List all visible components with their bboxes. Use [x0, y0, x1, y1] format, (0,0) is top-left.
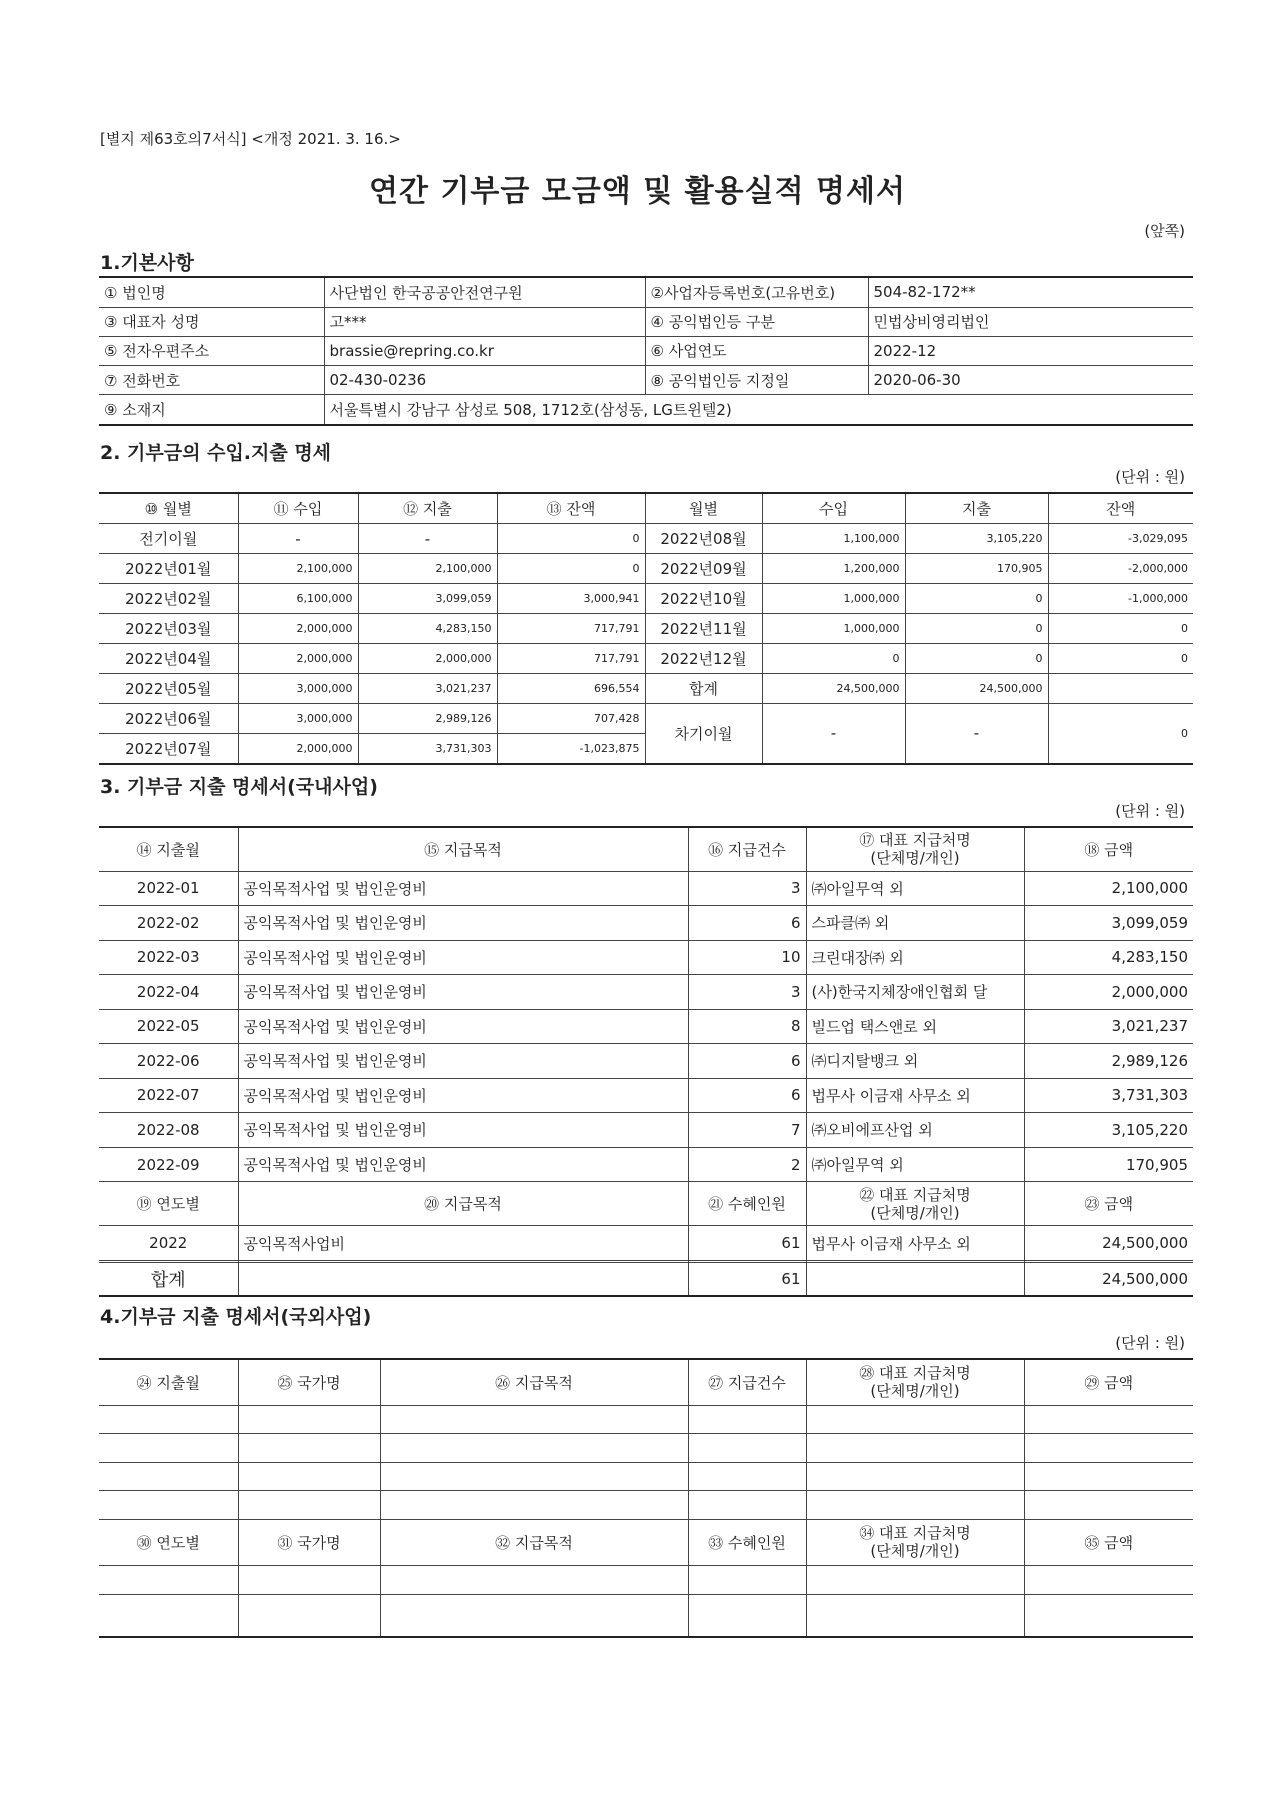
header-expense: ⑫ 지출 [358, 493, 497, 524]
purpose-cell: 공익목적사업 및 법인운영비 [238, 906, 688, 941]
header-month: ⑩ 월별 [99, 493, 238, 524]
business-number-value: 504-82-172** [868, 277, 1193, 307]
recipient-cell: 법무사 이금재 사무소 외 [806, 1078, 1024, 1113]
amount-cell: 170,905 [1024, 1147, 1193, 1182]
address-value: 서울특별시 강남구 삼성로 508, 1712호(삼성동, LG트윈텔2) [324, 395, 1193, 425]
header-recipient [806, 1519, 1024, 1565]
header-income-2: 수입 [762, 493, 905, 524]
table-row [99, 975, 1193, 1010]
header-beneficiaries: ㉝ 수혜인원 [688, 1519, 806, 1565]
empty-cell [238, 1491, 380, 1520]
carry-forward-income: - [762, 703, 905, 764]
header-recipient-line2: (단체명/개인) [870, 1203, 960, 1222]
header-expense-2: 지출 [905, 493, 1048, 524]
month-cell: 2022-09 [99, 1147, 238, 1182]
header-purpose: ㉖ 지급목적 [380, 1359, 688, 1405]
recipient-cell: (사)한국지체장애인협회 달 [806, 975, 1024, 1010]
table-row [99, 584, 1193, 614]
header-expense-month: ㉔ 지출월 [99, 1359, 238, 1405]
expense-cell: 2,100,000 [358, 554, 497, 584]
table-row [99, 336, 1193, 365]
header-country: ㉛ 국가명 [238, 1519, 380, 1565]
total-beneficiaries: 61 [688, 1262, 806, 1296]
unit-label: (단위 : 원) [1115, 1334, 1185, 1352]
table-row [99, 1147, 1193, 1182]
count-cell: 3 [688, 871, 806, 906]
recipient-cell: 빌드업 택스앤로 외 [806, 1009, 1024, 1044]
expense-cell: 170,905 [905, 554, 1048, 584]
month-cell: 2022-08 [99, 1113, 238, 1148]
empty-cell [380, 1434, 688, 1463]
total-label: 합계 [645, 673, 762, 703]
total-amount: 24,500,000 [1024, 1262, 1193, 1296]
balance-cell: 0 [497, 554, 645, 584]
header-count: ⑯ 지급건수 [688, 827, 806, 871]
income-cell: - [238, 524, 358, 554]
count-cell: 3 [688, 975, 806, 1010]
empty-cell [688, 1565, 806, 1594]
month-cell: 2022년12월 [645, 643, 762, 673]
email-label: ⑤ 전자우편주소 [99, 336, 324, 365]
empty-cell [238, 1462, 380, 1491]
section-4-heading: 4.기부금 지출 명세서(국외사업) [100, 1306, 372, 1328]
phone-value: 02-430-0236 [324, 366, 645, 395]
month-cell: 2022-01 [99, 871, 238, 906]
balance-cell: 0 [1048, 643, 1193, 673]
section-3-heading: 3. 기부금 지출 명세서(국내사업) [100, 776, 378, 798]
empty-cell [688, 1434, 806, 1463]
empty-cell [1024, 1491, 1193, 1520]
empty-cell [99, 1405, 238, 1434]
count-cell: 6 [688, 1044, 806, 1079]
header-recipient-line1: ⑰ 대표 지급처명 [859, 831, 971, 850]
balance-cell: 707,428 [497, 703, 645, 733]
empty-cell [1024, 1462, 1193, 1491]
purpose-cell: 공익목적사업 및 법인운영비 [238, 871, 688, 906]
header-recipient-line2: (단체명/개인) [870, 1382, 960, 1401]
header-amount: ⑱ 금액 [1024, 827, 1193, 871]
month-cell: 2022년02월 [99, 584, 238, 614]
empty-cell [380, 1462, 688, 1491]
count-cell: 6 [688, 1078, 806, 1113]
table-header-row [99, 827, 1193, 871]
header-amount: ㉓ 금액 [1024, 1182, 1193, 1226]
month-cell: 2022년08월 [645, 524, 762, 554]
total-label: 합계 [99, 1262, 238, 1296]
income-cell: 2,000,000 [238, 733, 358, 764]
header-recipient-line2: (단체명/개인) [870, 849, 960, 868]
empty-cell [806, 1491, 1024, 1520]
corp-type-value: 민법상비영리법인 [868, 307, 1193, 336]
header-year: ⑲ 연도별 [99, 1182, 238, 1226]
table-row [99, 277, 1193, 307]
header-income: ⑪ 수입 [238, 493, 358, 524]
total-income: 24,500,000 [762, 673, 905, 703]
month-cell: 2022년11월 [645, 614, 762, 644]
balance-cell: 717,791 [497, 643, 645, 673]
amount-cell: 3,731,303 [1024, 1078, 1193, 1113]
empty-cell [99, 1594, 238, 1637]
header-expense-month: ⑭ 지출월 [99, 827, 238, 871]
business-number-label: ②사업자등록번호(고유번호) [645, 277, 868, 307]
month-cell: 2022년05월 [99, 673, 238, 703]
expense-cell: 3,021,237 [358, 673, 497, 703]
expense-cell: 0 [905, 584, 1048, 614]
header-purpose: ㉜ 지급목적 [380, 1519, 688, 1565]
table-row [99, 1044, 1193, 1079]
empty-cell [380, 1491, 688, 1520]
purpose-cell: 공익목적사업 및 법인운영비 [238, 975, 688, 1010]
balance-cell: 0 [497, 524, 645, 554]
header-recipient-line1: ㉞ 대표 지급처명 [859, 1524, 971, 1543]
fiscal-year-label: ⑥ 사업연도 [645, 336, 868, 365]
header-purpose: ⑮ 지급목적 [238, 827, 688, 871]
month-cell: 2022-06 [99, 1044, 238, 1079]
header-beneficiaries: ㉑ 수혜인원 [688, 1182, 806, 1226]
purpose-cell: 공익목적사업 및 법인운영비 [238, 1147, 688, 1182]
income-cell: 2,000,000 [238, 643, 358, 673]
header-country: ㉕ 국가명 [238, 1359, 380, 1405]
month-cell: 2022년01월 [99, 554, 238, 584]
empty-cell [688, 1594, 806, 1637]
purpose-cell: 공익목적사업비 [238, 1226, 688, 1261]
month-cell: 2022년07월 [99, 733, 238, 764]
income-expense-table [99, 492, 1193, 765]
representative-value: 고*** [324, 307, 645, 336]
amount-cell: 3,099,059 [1024, 906, 1193, 941]
table-row [99, 524, 1193, 554]
month-cell: 2022년03월 [99, 614, 238, 644]
table-row [99, 673, 1193, 703]
header-recipient [806, 827, 1024, 871]
table-row [99, 1405, 1193, 1434]
empty-cell [99, 1565, 238, 1594]
table-row [99, 1462, 1193, 1491]
empty-cell [1024, 1565, 1193, 1594]
carry-forward-expense: - [905, 703, 1048, 764]
recipient-cell: ㈜아일무역 외 [806, 1147, 1024, 1182]
purpose-cell: 공익목적사업 및 법인운영비 [238, 940, 688, 975]
header-recipient-line1: ㉒ 대표 지급처명 [859, 1185, 971, 1204]
balance-cell: -1,000,000 [1048, 584, 1193, 614]
table-row [99, 643, 1193, 673]
domestic-expense-table [99, 826, 1193, 1297]
table-row [99, 906, 1193, 941]
empty-cell [806, 1565, 1024, 1594]
balance-cell: -1,023,875 [497, 733, 645, 764]
recipient-cell: ㈜오비에프산업 외 [806, 1113, 1024, 1148]
purpose-cell: 공익목적사업 및 법인운영비 [238, 1009, 688, 1044]
table-header-row [99, 1182, 1193, 1226]
designation-date-label: ⑧ 공익법인등 지정일 [645, 366, 868, 395]
empty-cell [1024, 1594, 1193, 1637]
carry-forward-label: 차기이월 [645, 703, 762, 764]
table-header-row [99, 1359, 1193, 1405]
income-cell: 3,000,000 [238, 703, 358, 733]
empty-cell [1024, 1434, 1193, 1463]
table-row [99, 307, 1193, 336]
table-row [99, 1434, 1193, 1463]
expense-cell: 2,989,126 [358, 703, 497, 733]
amount-cell: 2,100,000 [1024, 871, 1193, 906]
count-cell: 2 [688, 1147, 806, 1182]
table-row [99, 871, 1193, 906]
table-row [99, 1594, 1193, 1637]
overseas-expense-table [99, 1358, 1193, 1638]
month-cell: 전기이월 [99, 524, 238, 554]
header-recipient-line2: (단체명/개인) [870, 1542, 960, 1561]
month-cell: 2022-03 [99, 940, 238, 975]
empty-cell [238, 1594, 380, 1637]
amount-cell: 2,000,000 [1024, 975, 1193, 1010]
form-reference: [별지 제63호의7서식] <개정 2021. 3. 16.> [100, 130, 401, 148]
header-balance: ⑬ 잔액 [497, 493, 645, 524]
table-row [99, 1009, 1193, 1044]
income-cell: 2,100,000 [238, 554, 358, 584]
empty-cell [238, 1405, 380, 1434]
empty-cell [688, 1462, 806, 1491]
expense-cell: - [358, 524, 497, 554]
balance-cell: -3,029,095 [1048, 524, 1193, 554]
section-1-heading: 1.기본사항 [100, 252, 194, 274]
income-cell: 1,000,000 [762, 584, 905, 614]
expense-cell: 4,283,150 [358, 614, 497, 644]
empty-cell [688, 1405, 806, 1434]
income-cell: 6,100,000 [238, 584, 358, 614]
empty-cell [806, 1262, 1024, 1296]
table-row [99, 614, 1193, 644]
empty-cell [806, 1434, 1024, 1463]
header-year: ㉚ 연도별 [99, 1519, 238, 1565]
unit-label: (단위 : 원) [1115, 468, 1185, 486]
balance-cell: 0 [1048, 614, 1193, 644]
recipient-cell: 스파클㈜ 외 [806, 906, 1024, 941]
amount-cell: 24,500,000 [1024, 1226, 1193, 1261]
purpose-cell: 공익목적사업 및 법인운영비 [238, 1113, 688, 1148]
table-row [99, 1491, 1193, 1520]
empty-cell [99, 1434, 238, 1463]
income-cell: 1,200,000 [762, 554, 905, 584]
empty-cell [806, 1462, 1024, 1491]
phone-label: ⑦ 전화번호 [99, 366, 324, 395]
total-balance [1048, 673, 1193, 703]
count-cell: 10 [688, 940, 806, 975]
empty-cell [99, 1462, 238, 1491]
header-amount: ㉙ 금액 [1024, 1359, 1193, 1405]
amount-cell: 3,105,220 [1024, 1113, 1193, 1148]
table-header-row [99, 493, 1193, 524]
month-cell: 2022년06월 [99, 703, 238, 733]
designation-date-value: 2020-06-30 [868, 366, 1193, 395]
representative-label: ③ 대표자 성명 [99, 307, 324, 336]
table-row [99, 1565, 1193, 1594]
recipient-cell: 법무사 이금재 사무소 외 [806, 1226, 1024, 1261]
unit-label: (단위 : 원) [1115, 802, 1185, 820]
month-cell: 2022-02 [99, 906, 238, 941]
fiscal-year-value: 2022-12 [868, 336, 1193, 365]
header-recipient [806, 1182, 1024, 1226]
document-title: 연간 기부금 모금액 및 활용실적 명세서 [369, 174, 906, 209]
empty-cell [806, 1405, 1024, 1434]
expense-cell: 0 [905, 614, 1048, 644]
month-cell: 2022년10월 [645, 584, 762, 614]
expense-cell: 3,105,220 [905, 524, 1048, 554]
empty-cell [238, 1434, 380, 1463]
empty-cell [238, 1565, 380, 1594]
amount-cell: 3,021,237 [1024, 1009, 1193, 1044]
purpose-cell: 공익목적사업 및 법인운영비 [238, 1078, 688, 1113]
header-purpose: ⑳ 지급목적 [238, 1182, 688, 1226]
header-recipient [806, 1359, 1024, 1405]
empty-cell [380, 1565, 688, 1594]
table-row [99, 940, 1193, 975]
table-row [99, 703, 1193, 733]
purpose-cell: 공익목적사업 및 법인운영비 [238, 1044, 688, 1079]
month-cell: 2022-04 [99, 975, 238, 1010]
table-row [99, 395, 1193, 425]
expense-cell: 0 [905, 643, 1048, 673]
empty-cell [688, 1491, 806, 1520]
table-row [99, 1226, 1193, 1261]
month-cell: 2022년09월 [645, 554, 762, 584]
recipient-cell: 크린대장㈜ 외 [806, 940, 1024, 975]
income-cell: 0 [762, 643, 905, 673]
table-row [99, 554, 1193, 584]
income-cell: 1,000,000 [762, 614, 905, 644]
count-cell: 6 [688, 906, 806, 941]
header-count: ㉗ 지급건수 [688, 1359, 806, 1405]
empty-cell [1024, 1405, 1193, 1434]
income-cell: 3,000,000 [238, 673, 358, 703]
count-cell: 7 [688, 1113, 806, 1148]
expense-cell: 3,731,303 [358, 733, 497, 764]
total-expense: 24,500,000 [905, 673, 1048, 703]
empty-cell [806, 1594, 1024, 1637]
month-cell: 2022-05 [99, 1009, 238, 1044]
month-cell: 2022-07 [99, 1078, 238, 1113]
header-balance-2: 잔액 [1048, 493, 1193, 524]
expense-cell: 3,099,059 [358, 584, 497, 614]
month-cell: 2022년04월 [99, 643, 238, 673]
table-row [99, 366, 1193, 395]
table-header-row [99, 1519, 1193, 1565]
carry-forward-balance: 0 [1048, 703, 1193, 764]
income-cell: 1,100,000 [762, 524, 905, 554]
balance-cell: -2,000,000 [1048, 554, 1193, 584]
basic-info-table [99, 276, 1193, 426]
expense-cell: 2,000,000 [358, 643, 497, 673]
email-value: brassie@repring.co.kr [324, 336, 645, 365]
header-recipient-line1: ㉘ 대표 지급처명 [859, 1364, 971, 1383]
balance-cell: 696,554 [497, 673, 645, 703]
section-2-heading: 2. 기부금의 수입.지출 명세 [100, 442, 332, 464]
front-page-label: (앞쪽) [1144, 222, 1185, 240]
header-amount: ㉟ 금액 [1024, 1519, 1193, 1565]
amount-cell: 2,989,126 [1024, 1044, 1193, 1079]
balance-cell: 3,000,941 [497, 584, 645, 614]
empty-cell [380, 1594, 688, 1637]
corp-type-label: ④ 공익법인등 구분 [645, 307, 868, 336]
corp-name-value: 사단법인 한국공공안전연구원 [324, 277, 645, 307]
table-row [99, 1113, 1193, 1148]
empty-cell [99, 1491, 238, 1520]
recipient-cell: ㈜아일무역 외 [806, 871, 1024, 906]
beneficiaries-cell: 61 [688, 1226, 806, 1261]
balance-cell: 717,791 [497, 614, 645, 644]
total-row [99, 1262, 1193, 1296]
income-cell: 2,000,000 [238, 614, 358, 644]
address-label: ⑨ 소재지 [99, 395, 324, 425]
table-row [99, 1078, 1193, 1113]
corp-name-label: ① 법인명 [99, 277, 324, 307]
year-cell: 2022 [99, 1226, 238, 1261]
empty-cell [238, 1262, 688, 1296]
amount-cell: 4,283,150 [1024, 940, 1193, 975]
recipient-cell: ㈜디지탈뱅크 외 [806, 1044, 1024, 1079]
empty-cell [380, 1405, 688, 1434]
header-month-2: 월별 [645, 493, 762, 524]
count-cell: 8 [688, 1009, 806, 1044]
